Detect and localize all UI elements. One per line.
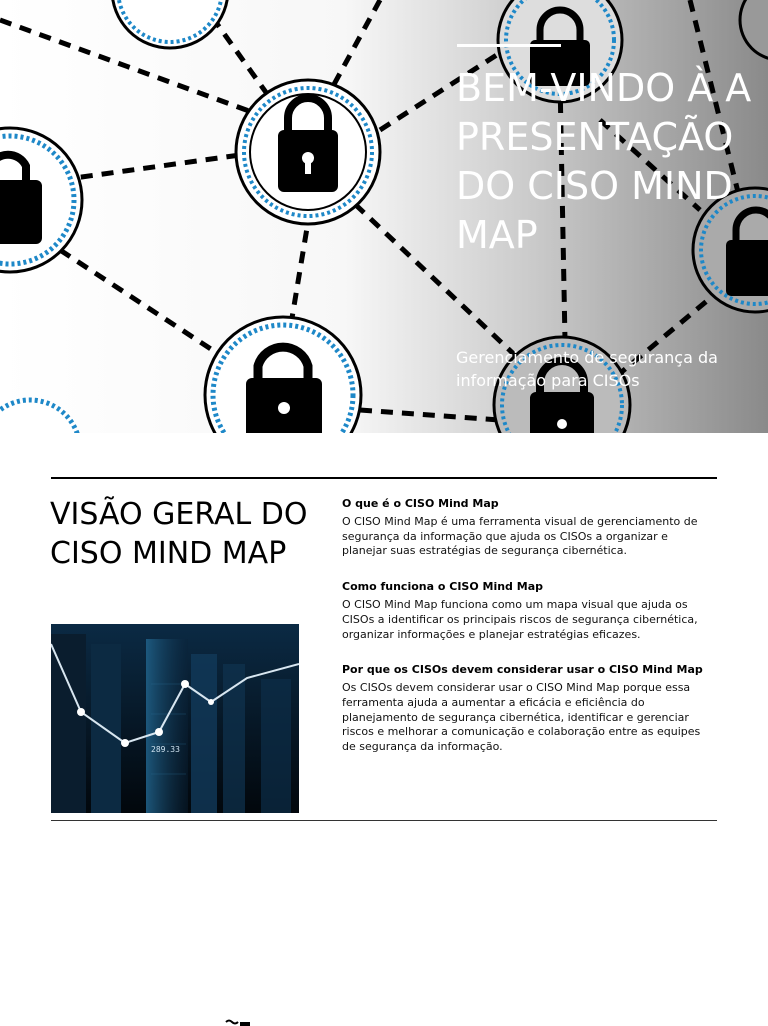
info-body-how: O CISO Mind Map funciona como um mapa visual que ajuda os CISOs a identificar os principais riscos de segurança cibernética, organizar informações e planejar estratégias eficazes. <box>342 598 698 641</box>
hero-accent-rule <box>457 44 561 47</box>
padlock-node-corner <box>740 0 768 60</box>
info-heading-how: Como funciona o CISO Mind Map <box>342 580 544 594</box>
hero-subtitle: Gerenciamento de segurança da informação para CISOs <box>456 348 718 390</box>
info-heading-what: O que é o CISO Mind Map <box>342 497 499 510</box>
padlock-node-center <box>236 80 380 224</box>
hero-title: BEM-VINDO À APRESENTAÇÃO DO CISO MIND MAP <box>456 66 752 257</box>
info-block-how <box>342 580 714 642</box>
section-divider-top <box>51 477 717 479</box>
padlock-node-top-left <box>112 0 228 48</box>
next-section-peek <box>222 1016 252 1026</box>
padlock-node-bottom-left <box>0 400 80 433</box>
hero-section <box>0 0 768 433</box>
chart-image-label: 289.33 <box>151 745 180 754</box>
padlock-node-left <box>0 128 82 272</box>
info-heading-why: Por que os CISOs devem considerar usar o CISO Mind Map <box>342 663 703 677</box>
analytics-chart-image <box>51 624 299 813</box>
overview-content <box>342 497 714 776</box>
info-body-what: O CISO Mind Map é uma ferramenta visual de gerenciamento de segurança da informação que ajuda os CISOs a organizar e planejar suas estratégias de segurança cibernética. <box>342 515 698 558</box>
info-body-why: Os CISOs devem considerar usar o CISO Mind Map porque essa ferramenta ajuda a aumentar a eficácia e eficiência do planejamento de segurança cibernética, identificar e gerenciar riscos e melhorar a comunicação e colaboração entre as equipes de segurança da informação. <box>342 681 701 754</box>
info-block-what <box>342 497 714 559</box>
padlock-node-bottom <box>205 317 361 433</box>
section-divider-bottom <box>51 820 717 821</box>
section-title: VISÃO GERAL DO CISO MIND MAP <box>50 497 308 571</box>
info-block-why <box>342 663 714 755</box>
